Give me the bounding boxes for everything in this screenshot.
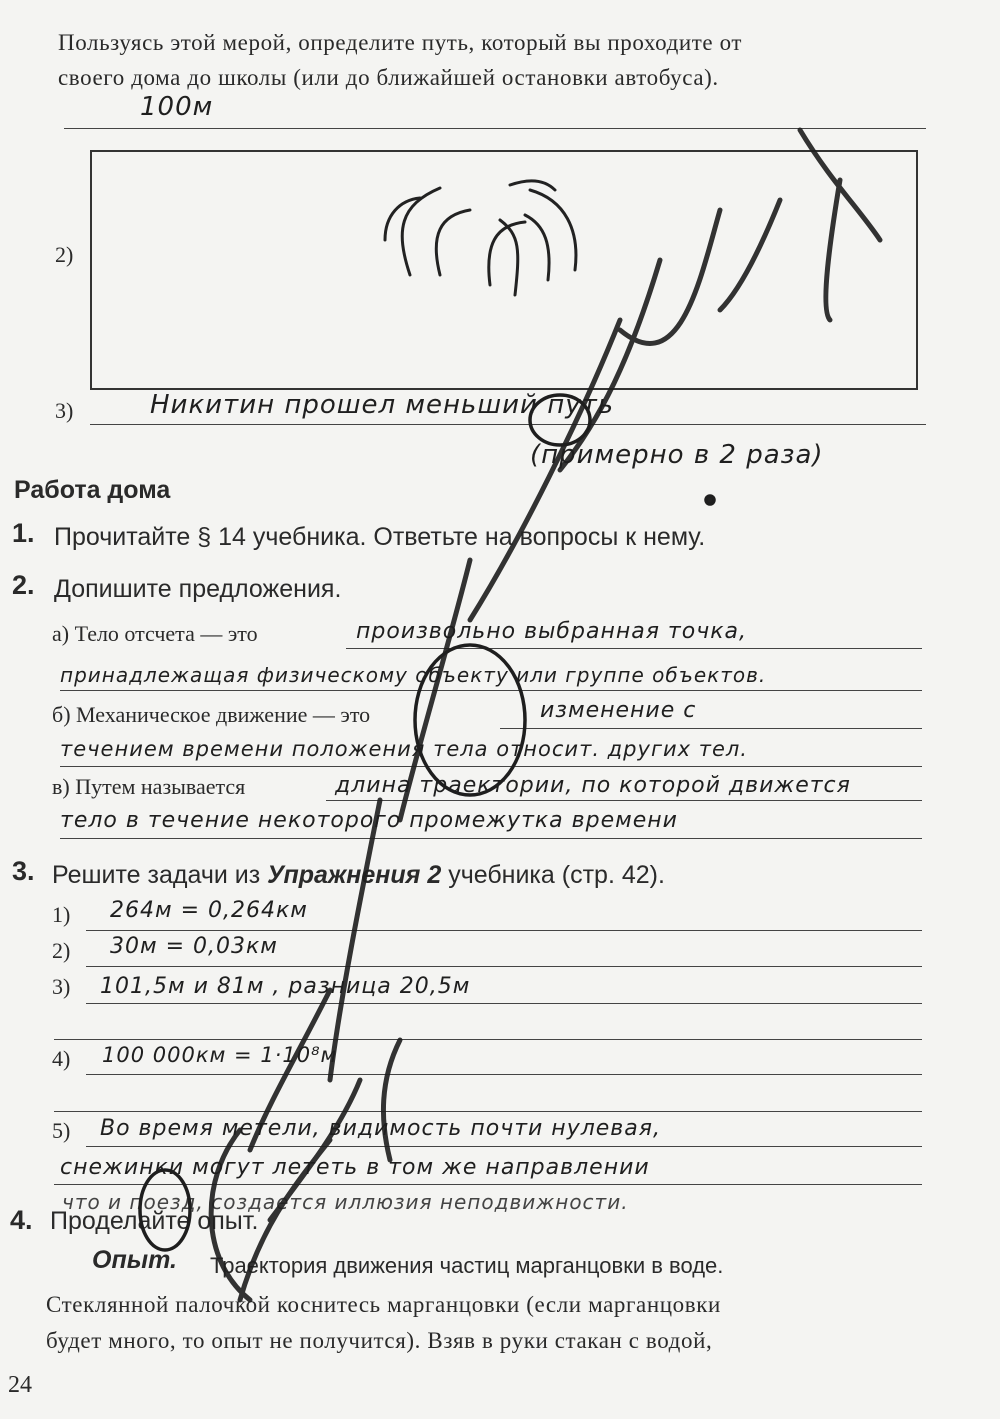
task-1-text: Прочитайте § 14 учебника. Ответьте на вопросы к нему. xyxy=(54,523,706,551)
task-3-answer-2-label: 2) xyxy=(52,938,71,963)
answer-line xyxy=(500,728,922,729)
answer-line xyxy=(54,1184,922,1185)
drawing-box xyxy=(90,150,918,390)
task-3-answer-1-label: 1) xyxy=(52,902,71,927)
answer-line xyxy=(86,1074,922,1075)
task-4-number: 4. xyxy=(10,1205,33,1235)
answer-line xyxy=(326,800,922,801)
answer-line xyxy=(86,1003,922,1004)
task-3-answer-3: 101,5м и 81м , разница 20,5м xyxy=(100,974,471,999)
answer-line xyxy=(90,424,926,425)
task-2b-prompt: б) Механическое движение — это xyxy=(52,702,371,727)
task-2-number: 2. xyxy=(12,570,35,600)
intro-answer: 100м xyxy=(140,92,214,122)
task-3-answer-5: Во время метели, видимость почти нулевая, xyxy=(100,1116,661,1141)
opyt-label: Опыт. xyxy=(92,1246,177,1274)
task-2a-answer-line-2: принадлежащая физическому объекту или группе объектов. xyxy=(60,663,767,687)
task-1-number: 1. xyxy=(12,518,35,548)
task-3-answer-5-line-2: снежинки могут лететь в том же направлении xyxy=(60,1155,650,1180)
answer-line xyxy=(86,966,922,967)
task-3-answer-2: 30м = 0,03км xyxy=(110,934,278,959)
answer-line xyxy=(64,128,926,129)
item-3-answer-line-2: (примерно в 2 раза) xyxy=(530,440,824,470)
answer-line xyxy=(54,1111,922,1112)
task-2c-prompt: в) Путем называется xyxy=(52,774,246,799)
intro-line-2: своего дома до школы (или до ближайшей остановки автобуса). xyxy=(58,65,719,90)
answer-line xyxy=(60,838,922,839)
answer-line xyxy=(86,930,922,931)
task-2a-prompt: а) Тело отсчета — это xyxy=(52,621,258,646)
task-2c-answer-line-2: тело в течение некоторого промежутка времени xyxy=(60,808,678,833)
task-3-answer-5-line-3: что и поезд, создается иллюзия неподвижности. xyxy=(62,1190,629,1214)
answer-line xyxy=(86,1146,922,1147)
task-3-answer-3-label: 3) xyxy=(52,974,71,999)
experiment-paragraph-line-1: Стеклянной палочкой коснитесь марганцовки (если марганцовки xyxy=(46,1292,721,1317)
item-3-answer-line-1: Никитин прошел меньший путь xyxy=(150,390,615,420)
task-3-answer-4: 100 000км = 1·10⁸м xyxy=(102,1043,338,1067)
task-2b-answer-line-2: течением времени положения тела относит. других тел. xyxy=(60,737,748,761)
task-2-text: Допишите предложения. xyxy=(54,575,342,603)
task-3-number: 3. xyxy=(12,856,35,886)
item-3-label: 3) xyxy=(55,398,74,423)
task-3-text: Решите задачи из Упражнения 2 учебника (стр. 42). xyxy=(52,861,665,889)
answer-line xyxy=(54,1039,922,1040)
task-2c-answer-line-1: длина траектории, по которой движется xyxy=(335,773,851,798)
task-3-answer-4-label: 4) xyxy=(52,1046,71,1071)
intro-line-1: Пользуясь этой мерой, определите путь, который вы проходите от xyxy=(58,30,743,55)
answer-line xyxy=(60,766,922,767)
task-2a-answer-line-1: произвольно выбранная точка, xyxy=(356,619,747,644)
homework-title: Работа дома xyxy=(14,476,171,504)
task-3-answer-5-label: 5) xyxy=(52,1118,71,1143)
answer-line xyxy=(346,648,922,649)
item-2-label: 2) xyxy=(55,242,74,267)
exercise-ref: Упражнения 2 xyxy=(267,861,442,889)
experiment-paragraph-line-2: будет много, то опыт не получится). Взяв в руки стакан с водой, xyxy=(46,1328,713,1353)
page-number: 24 xyxy=(8,1372,32,1398)
answer-line xyxy=(60,690,922,691)
task-2b-answer-line-1: изменение с xyxy=(540,698,697,723)
task-4-text: Проделайте опыт. xyxy=(50,1207,259,1235)
opyt-title: Траектория движения частиц марганцовки в воде. xyxy=(210,1253,724,1278)
task-3-answer-1: 264м = 0,264км xyxy=(110,898,308,923)
